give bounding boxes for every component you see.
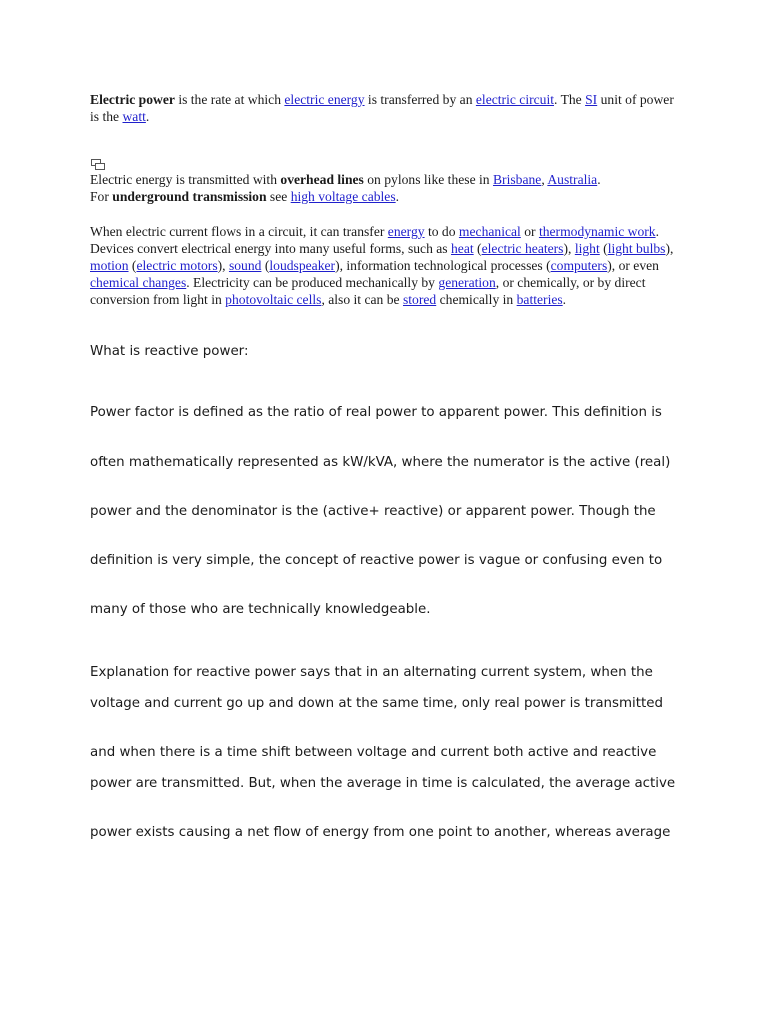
term-underground-transmission: underground transmission (112, 189, 267, 204)
link-computers[interactable]: computers (550, 258, 608, 273)
link-chemical-changes[interactable]: chemical changes (90, 275, 187, 290)
link-light-bulbs[interactable]: light bulbs (607, 241, 666, 256)
body-line: definition is very simple, the concept of reactive power is vague or confusing even to (90, 553, 663, 568)
link-sound[interactable]: sound (228, 258, 262, 273)
body-line: voltage and current go up and down at the same time, only real power is transmitted (90, 696, 663, 711)
term-electric-power: Electric power (90, 92, 175, 107)
section-heading: What is reactive power: (90, 344, 249, 359)
body-line: Power factor is defined as the ratio of real power to apparent power. This definition is (90, 405, 662, 420)
link-light[interactable]: light (574, 241, 600, 256)
term-overhead-lines: overhead lines (280, 172, 364, 187)
link-electric-motors[interactable]: electric motors (136, 258, 218, 273)
link-electric-circuit[interactable]: electric circuit (475, 92, 555, 107)
body-line: often mathematically represented as kW/kVA, where the numerator is the active (real) (90, 455, 671, 470)
link-high-voltage-cables[interactable]: high voltage cables (290, 189, 396, 204)
link-thermodynamic-work[interactable]: thermodynamic work (538, 224, 656, 239)
usage-paragraph: When electric current flows in a circuit, it can transfer energy to do mechanical or thermodynamic work. Devices convert electrical energy into many useful forms, such as heat (electric heaters), light (light bulbs), motion (electric motors), sound (loudspeaker), information technological processes (computers), or even chemical changes. Electricity can be produced mechanically by generation, or chemically, or by direct conversion from light in photovoltaic cells, also it can be stored chemically in batteries. (90, 224, 674, 307)
link-brisbane[interactable]: Brisbane (492, 172, 542, 187)
link-electric-heaters[interactable]: electric heaters (481, 241, 564, 256)
link-si[interactable]: SI (585, 92, 598, 107)
link-mechanical[interactable]: mechanical (458, 224, 521, 239)
link-batteries[interactable]: batteries (516, 292, 563, 307)
link-electric-energy[interactable]: electric energy (284, 92, 365, 107)
link-watt[interactable]: watt (122, 109, 146, 124)
body-line: Explanation for reactive power says that in an alternating current system, when the (90, 665, 653, 680)
link-generation[interactable]: generation (438, 275, 496, 290)
link-motion[interactable]: motion (90, 258, 129, 273)
link-loudspeaker[interactable]: loudspeaker (269, 258, 336, 273)
link-australia[interactable]: Australia (547, 172, 598, 187)
link-photovoltaic-cells[interactable]: photovoltaic cells (225, 292, 322, 307)
body-line: many of those who are technically knowledgeable. (90, 602, 431, 617)
intro-paragraph: Electric power is the rate at which electric energy is transferred by an electric circuit. The SI unit of power is the watt. (90, 92, 674, 124)
link-energy[interactable]: energy (387, 224, 425, 239)
body-line: power and the denominator is the (active+ reactive) or apparent power. Though the (90, 504, 656, 519)
image-caption: Electric energy is transmitted with overhead lines on pylons like these in Brisbane, Australia. For underground transmission see high voltage cables. (90, 172, 601, 204)
link-stored[interactable]: stored (402, 292, 437, 307)
image-placeholder-icon (91, 159, 105, 170)
body-line: power are transmitted. But, when the average in time is calculated, the average active (90, 776, 676, 791)
link-heat[interactable]: heat (451, 241, 474, 256)
body-line: and when there is a time shift between voltage and current both active and reactive (90, 745, 657, 760)
body-line: power exists causing a net flow of energy from one point to another, whereas average (90, 825, 671, 840)
